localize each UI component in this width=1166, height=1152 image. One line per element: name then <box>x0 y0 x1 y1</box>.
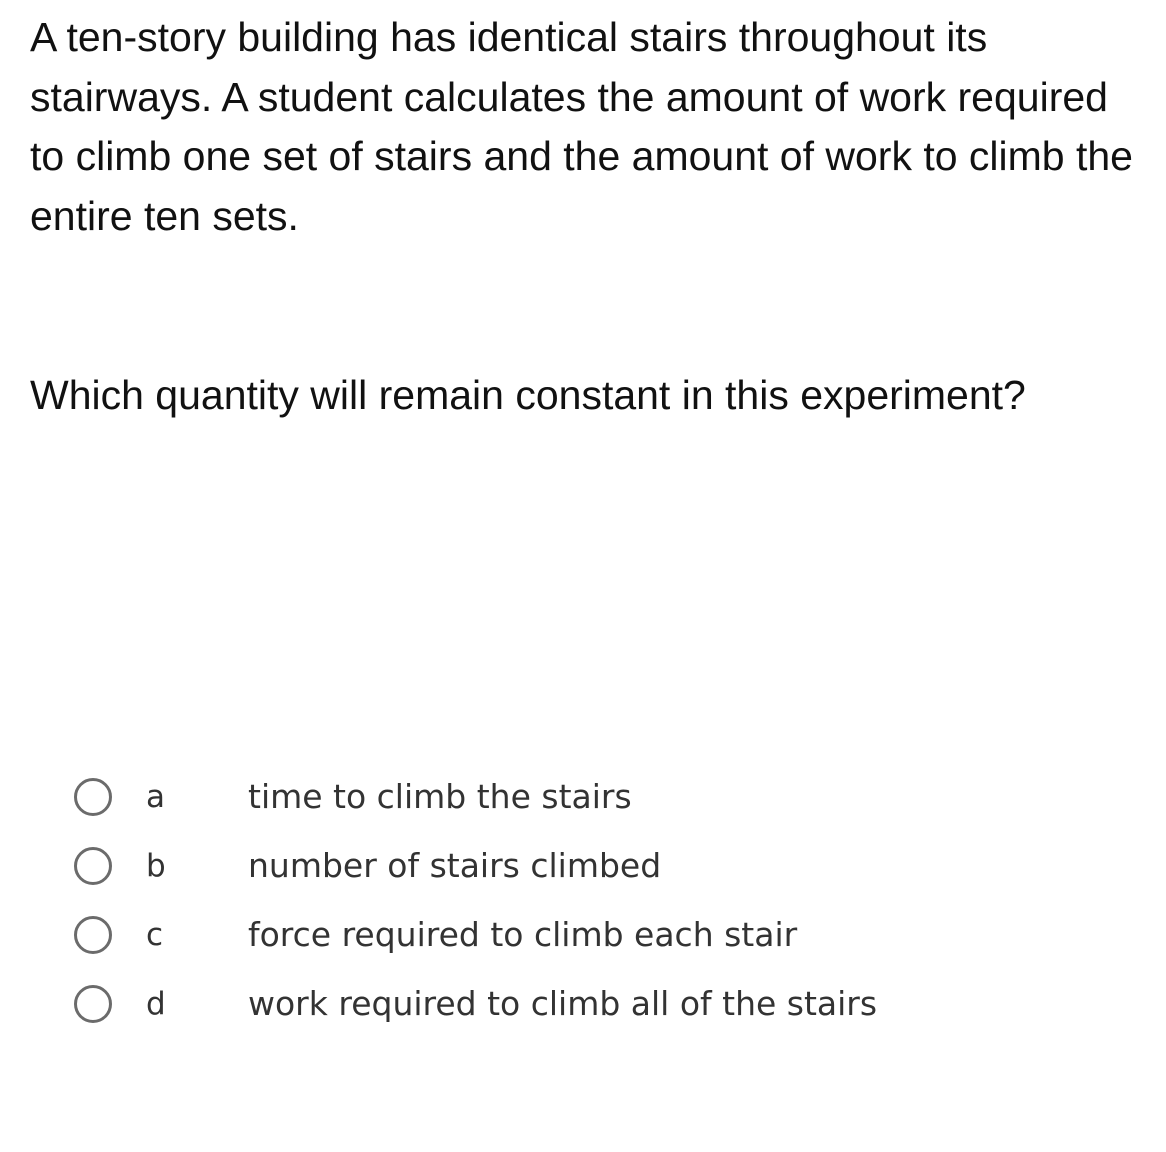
option-text: time to climb the stairs <box>248 777 632 816</box>
option-letter: b <box>146 848 166 884</box>
option-text: work required to climb all of the stairs <box>248 984 878 1023</box>
option-letter: c <box>146 917 164 953</box>
answer-option-b[interactable] <box>74 836 974 896</box>
option-letter: d <box>146 986 166 1022</box>
radio-button-icon[interactable] <box>74 847 112 885</box>
answer-option-c[interactable] <box>74 905 974 965</box>
question-prompt: Which quantity will remain constant in this experiment? <box>30 372 1026 418</box>
option-text: force required to climb each stair <box>248 915 798 954</box>
radio-button-icon[interactable] <box>74 916 112 954</box>
answer-option-d[interactable] <box>74 974 974 1034</box>
option-letter: a <box>146 779 165 815</box>
radio-button-icon[interactable] <box>74 985 112 1023</box>
radio-button-icon[interactable] <box>74 778 112 816</box>
answer-option-a[interactable] <box>74 767 974 827</box>
question-stem: A ten-story building has identical stairs throughout its stairways. A student calculates the amount of work required to climb one set of stairs and the amount of work to climb the entire ten sets. <box>30 14 1133 239</box>
option-text: number of stairs climbed <box>248 846 662 885</box>
